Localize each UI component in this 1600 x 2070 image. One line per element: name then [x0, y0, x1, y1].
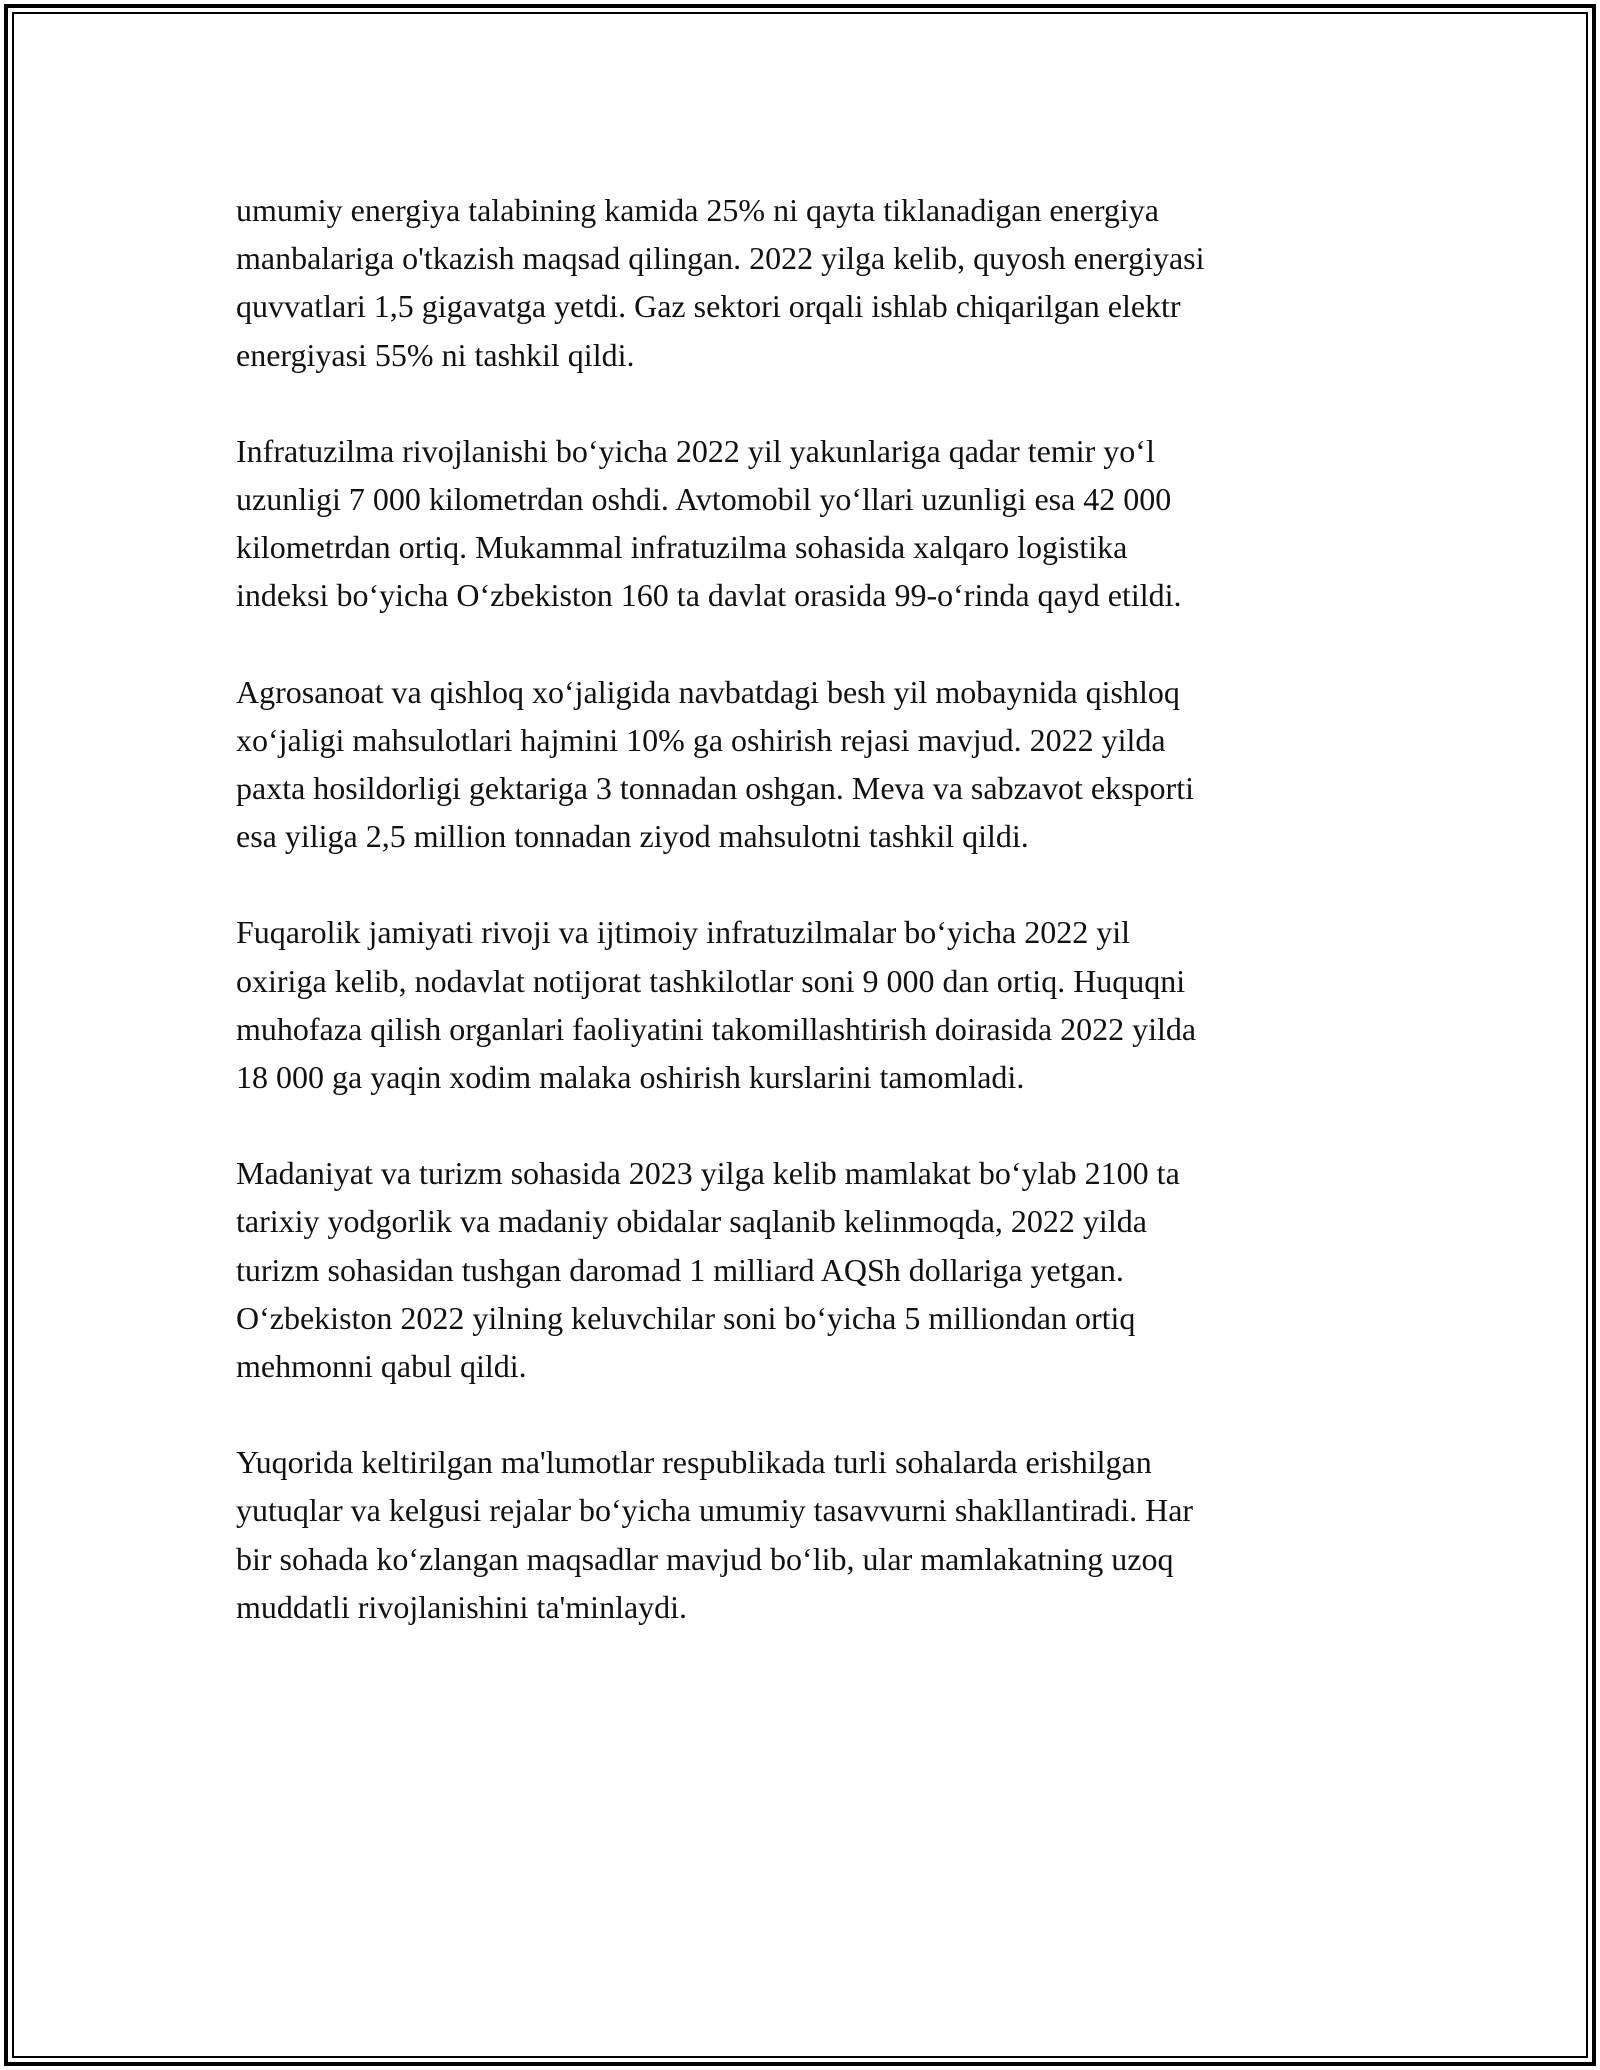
text-line: Agrosanoat va qishloq xo‘jaligida navbatdagi besh yil mobaynida qishloq — [236, 673, 1180, 710]
paragraph-culture-tourism — [236, 1149, 1366, 1390]
text-line: muhofaza qilish organlari faoliyatini takomillashtirish doirasida 2022 yilda — [236, 1010, 1197, 1047]
text-line: paxta hosildorligi gektariga 3 tonnadan oshgan. Meva va sabzavot eksporti — [236, 770, 1194, 807]
text-line: umumiy energiya talabining kamida 25% ni qayta tiklanadigan energiya — [236, 192, 1159, 228]
document-body — [236, 186, 1366, 1679]
text-line: quvvatlari 1,5 gigavatga yetdi. Gaz sektori orqali ishlab chiqarilgan elektr — [236, 288, 1181, 325]
text-line: tarixiy yodgorlik va madaniy obidalar saqlanib kelinmoqda, 2022 yilda — [236, 1203, 1147, 1240]
text-line: uzunligi 7 000 kilometrdan oshdi. Avtomobil yo‘llari uzunligi esa 42 000 — [236, 481, 1172, 518]
text-line: energiyasi 55% ni tashkil qildi. — [236, 336, 635, 373]
text-line: mehmonni qabul qildi. — [236, 1348, 527, 1385]
text-line: Infratuzilma rivojlanishi bo‘yicha 2022 yil yakunlariga qadar temir yo‘l — [236, 432, 1155, 469]
text-line: muddatli rivojlanishini ta'minlaydi. — [236, 1588, 688, 1625]
text-line: xo‘jaligi mahsulotlari hajmini 10% ga oshirish rejasi mavjud. 2022 yilda — [236, 721, 1166, 758]
text-line: Fuqarolik jamiyati rivoji va ijtimoiy infratuzilmalar bo‘yicha 2022 yil — [236, 914, 1131, 951]
text-line: yutuqlar va kelgusi rejalar bo‘yicha umumiy tasavvurni shakllantiradi. Har — [236, 1492, 1194, 1529]
text-line: esa yiliga 2,5 million tonnadan ziyod mahsulotni tashkil qildi. — [236, 818, 1029, 855]
text-line: indeksi bo‘yicha O‘zbekiston 160 ta davlat orasida 99-o‘rinda qayd etildi. — [236, 577, 1182, 614]
paragraph-infrastructure — [236, 427, 1366, 620]
text-line: oxiriga kelib, nodavlat notijorat tashkilotlar soni 9 000 dan ortiq. Huquqni — [236, 962, 1186, 999]
text-line: O‘zbekiston 2022 yilning keluvchilar soni bo‘yicha 5 milliondan ortiq — [236, 1299, 1136, 1336]
paragraph-agriculture — [236, 668, 1366, 861]
paragraph-energy — [236, 186, 1366, 379]
paragraph-civil-society — [236, 908, 1366, 1101]
paragraph-conclusion — [236, 1438, 1366, 1631]
text-line: bir sohada ko‘zlangan maqsadlar mavjud bo‘lib, ular mamlakatning uzoq — [236, 1540, 1174, 1577]
text-line: kilometrdan ortiq. Mukammal infratuzilma sohasida xalqaro logistika — [236, 529, 1128, 566]
text-line: 18 000 ga yaqin xodim malaka oshirish kurslarini tamomladi. — [236, 1059, 1025, 1096]
text-line: turizm sohasidan tushgan daromad 1 milliard AQSh dollariga yetgan. — [236, 1251, 1124, 1288]
text-line: Madaniyat va turizm sohasida 2023 yilga kelib mamlakat bo‘ylab 2100 ta — [236, 1155, 1180, 1192]
text-line: manbalariga o'tkazish maqsad qilingan. 2022 yilga kelib, quyosh energiyasi — [236, 240, 1205, 277]
text-line: Yuqorida keltirilgan ma'lumotlar respublikada turli sohalarda erishilgan — [236, 1444, 1152, 1481]
